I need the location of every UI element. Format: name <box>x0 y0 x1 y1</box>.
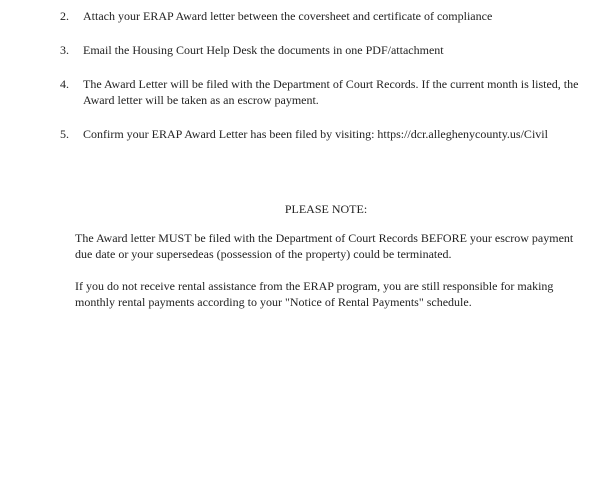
note-paragraph-responsibility: If you do not receive rental assistance from the ERAP program, you are still responsible for making monthly rental payments according to your "Notice of Rental Payments" schedule. <box>75 279 554 309</box>
note-heading: PLEASE NOTE: <box>284 202 368 216</box>
list-item-step-4 <box>60 76 600 108</box>
step-text: Email the Housing Court Help Desk the documents in one PDF/attachment <box>83 43 444 57</box>
step-text: Confirm your ERAP Award Letter has been filed by visiting: https://dcr.alleghenycounty.us/Civil <box>83 127 548 141</box>
step-text: The Award Letter will be filed with the Department of Court Records. If the current month is listed, the Award letter will be taken as an escrow payment. <box>83 77 579 107</box>
step-number: 2. <box>60 9 69 23</box>
step-text: Attach your ERAP Award letter between the coversheet and certificate of compliance <box>83 9 493 23</box>
list-item-step-2 <box>60 8 600 24</box>
note-body <box>75 230 590 326</box>
list-item-step-5 <box>60 126 600 142</box>
step-number: 3. <box>60 43 69 57</box>
list-item-step-3 <box>60 42 600 58</box>
step-number: 4. <box>60 77 69 91</box>
step-number: 5. <box>60 127 69 141</box>
note-paragraph-deadline: The Award letter MUST be filed with the Department of Court Records BEFORE your escrow payment due date or your supersedeas (possession of the property) could be terminated. <box>75 231 574 261</box>
instruction-list <box>60 8 600 160</box>
